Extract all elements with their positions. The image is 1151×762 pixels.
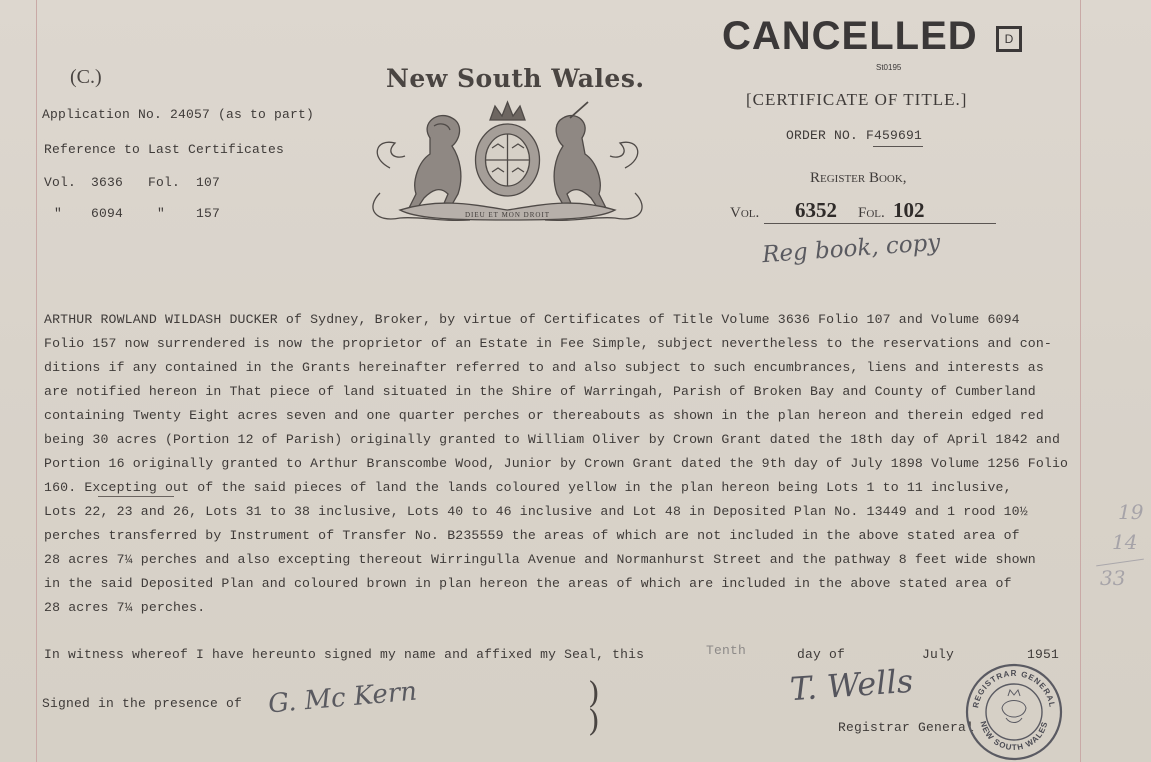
body-line: perches transferred by Instrument of Transfer No. B235559 the areas of which are not included in the above stated area of — [44, 528, 1020, 543]
right-margin-line — [1080, 0, 1081, 762]
stamp-code: St0195 — [876, 63, 902, 72]
reference-vol-2: 6094 — [91, 206, 124, 221]
body-line: Lots 22, 23 and 26, Lots 31 to 38 inclusive, Lots 40 to 46 inclusive and Lot 48 in Deposited Plan No. 13449 and 1 rood 10½ — [44, 504, 1028, 519]
certificate-title: [CERTIFICATE OF TITLE.] — [746, 90, 968, 109]
body-line: Folio 157 now surrendered is now the proprietor of an Estate in Fee Simple, subject nevertheless to the reservations and con- — [44, 336, 1052, 351]
body-line: containing Twenty Eight acres seven and one quarter perches or thereabouts as shown in the plan hereon and therein edged red — [44, 408, 1044, 423]
witness-text: In witness whereof I have hereunto signed my name and affixed my Seal, this — [44, 647, 645, 662]
body-line: being 30 acres (Portion 12 of Parish) originally granted to William Oliver by Crown Grant dated the 18th day of April 1842 and — [44, 432, 1061, 447]
order-number: ORDER NO. F459691 — [786, 128, 923, 143]
coat-of-arms-icon — [360, 98, 655, 233]
brace-mark: ) — [588, 704, 600, 739]
cancelled-stamp: CANCELLED — [722, 14, 978, 58]
margin-note-line-3: 33 — [1100, 566, 1126, 590]
witness-signature: G. Mc Kern — [266, 676, 419, 720]
registrar-seal-icon — [964, 662, 1064, 762]
ditto-mark: " — [54, 206, 63, 221]
reference-heading: Reference to Last Certificates — [44, 142, 285, 157]
reference-vol-1: 3636 — [91, 175, 124, 190]
register-fol-value: 102 — [893, 198, 925, 222]
reference-fol-2: 157 — [196, 206, 221, 221]
registrar-title: Registrar General — [838, 720, 975, 735]
body-line: in the said Deposited Plan and coloured brown in plan hereon the areas of which are included in the above stated area of — [44, 576, 1012, 591]
brace-mark: ) — [588, 676, 600, 711]
reference-fol-label: Fol. — [148, 175, 181, 190]
witness-day-of: day of — [797, 647, 846, 662]
crest-motto: DIEU ET MON DROIT — [464, 211, 551, 219]
reference-fol-1: 107 — [196, 175, 221, 190]
register-fol-label: Fol. — [858, 205, 885, 221]
witness-year: 1951 — [1027, 647, 1060, 662]
signed-in-presence-label: Signed in the presence of — [42, 696, 243, 711]
witness-day: Tenth — [706, 643, 747, 658]
witness-month: July — [922, 647, 955, 662]
excepting-underline — [98, 496, 174, 497]
document-mark: (C.) — [70, 66, 102, 88]
register-vol-label: Vol. — [730, 205, 760, 221]
left-margin-line — [36, 0, 37, 762]
seal-text-bottom: NEW SOUTH WALES — [978, 720, 1050, 753]
body-line: Portion 16 originally granted to Arthur Branscombe Wood, Junior by Crown Grant dated the 9th day of July 1898 Volume 1256 Folio — [44, 456, 1069, 471]
registrar-signature: T. Wells — [788, 661, 915, 709]
state-title: New South Wales. — [386, 64, 645, 93]
register-vol-value: 6352 — [795, 198, 837, 222]
body-line: are notified hereon in That piece of land situated in the Shire of Warringah, Parish of Broken Bay and County of Cumberland — [44, 384, 1036, 399]
body-line: ARTHUR ROWLAND WILDASH DUCKER of Sydney, Broker, by virtue of Certificates of Title Volume 3636 Folio 107 and Volume 6094 — [44, 312, 1020, 327]
body-line: 28 acres 7¼ perches. — [44, 600, 206, 615]
margin-note-line-1: 19 — [1118, 500, 1144, 524]
register-book-label: Register Book, — [810, 170, 907, 186]
cancelled-stamp-box: D — [996, 26, 1022, 52]
margin-note-line-2: 14 — [1112, 530, 1138, 554]
ditto-mark: " — [157, 206, 166, 221]
seal-text-top: REGISTRAR GENERAL — [971, 669, 1057, 709]
application-number: Application No. 24057 (as to part) — [42, 107, 315, 122]
body-line: 160. Excepting out of the said pieces of land the lands coloured yellow in the plan hereon being Lots 1 to 11 inclusive, — [44, 480, 1012, 495]
register-underline — [764, 223, 996, 224]
body-line: ditions if any contained in the Grants hereinafter referred to and also subject to such encumbrances, liens and interests as — [44, 360, 1044, 375]
handwritten-note: Reg book, copy — [761, 229, 942, 269]
reference-vol-label: Vol. — [44, 175, 77, 190]
body-line: 28 acres 7¼ perches and also excepting thereout Wirringulla Avenue and Normanhurst Street and the pathway 8 feet wide shown — [44, 552, 1036, 567]
order-underline — [873, 146, 923, 147]
